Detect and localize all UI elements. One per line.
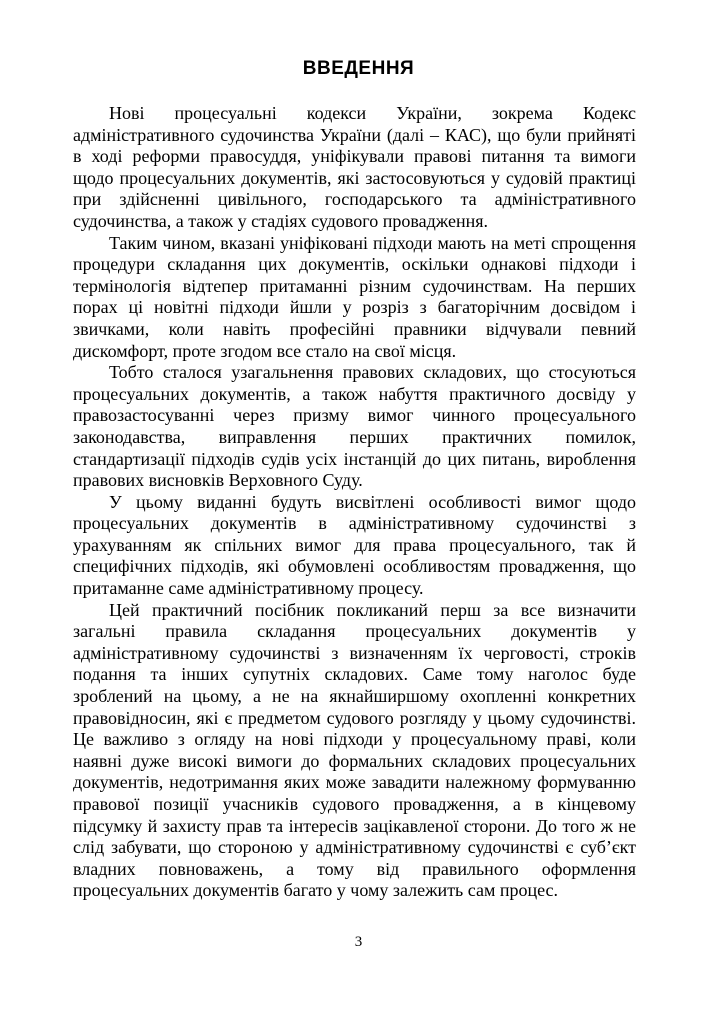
paragraph: Тобто сталося узагальнення правових складових, що стосуються процесуальних документів, а також набуття практичного досвіду у правозастосуванні через призму вимог чинного процесуального законодавства, виправлення перших практичних помилок, стандартизації підходів судів усіх інстанцій до цих питань, вироблення правових висновків Верховного Суду. bbox=[73, 362, 636, 491]
paragraph: Нові процесуальні кодекси України, зокрема Кодекс адміністративного судочинства України (далі – КАС), що були прийняті в ході реформи правосуддя, уніфікували правові питання та вимоги щодо процесуальних документів, які застосовуються у судовій практиці при здійсненні цивільного, господарського та адміністративного судочинства, а також у стадіях судового провадження. bbox=[73, 103, 636, 231]
page-title: ВВЕДЕННЯ bbox=[302, 58, 415, 79]
body-text bbox=[73, 103, 636, 902]
page-number: 3 bbox=[354, 934, 363, 950]
paragraph: У цьому виданні будуть висвітлені особливості вимог щодо процесуальних документів в адміністративному судочинстві з урахуванням як спільних вимог для права процесуального, так й специфічних підходів, які обумовлені особливостям провадження, що притаманне саме адміністративному процесу. bbox=[73, 491, 636, 599]
paragraph: Таким чином, вказані уніфіковані підходи мають на меті спрощення процедури складання цих документів, оскільки однакові підходи і термінологія відтепер притаманні різним судочинствам. На перших порах ці новітні підходи йшли у розріз з багаторічним досвідом і звичками, коли навіть професійні правники відчували певний дискомфорт, проте згодом все стало на свої місця. bbox=[73, 232, 636, 361]
paragraph: Цей практичний посібник покликаний перш за все визначити загальні правила складання процесуальних документів у адміністративному судочинстві з визначенням їх черговості, строків подання та інших супутніх складових. Саме тому наголос буде зроблений на цьому, а не на якнайширшому охопленні конкретних правовідносин, які є предметом судового розгляду у цьому судочинстві. Це важливо з огляду на нові підходи у процесуальному праві, коли наявні дуже високі вимоги до формальних складових процесуальних документів, недотримання яких може завадити належному формуванню правової позиції учасників судового провадження, а в кінцевому підсумку й захисту прав та інтересів зацікавленої сторони. До того ж не слід забувати, що стороною у адміністративному судочинстві є суб’єкт владних повноважень, а тому від правильного оформлення процесуальних документів багато у чому залежить сам процес. bbox=[73, 599, 636, 901]
